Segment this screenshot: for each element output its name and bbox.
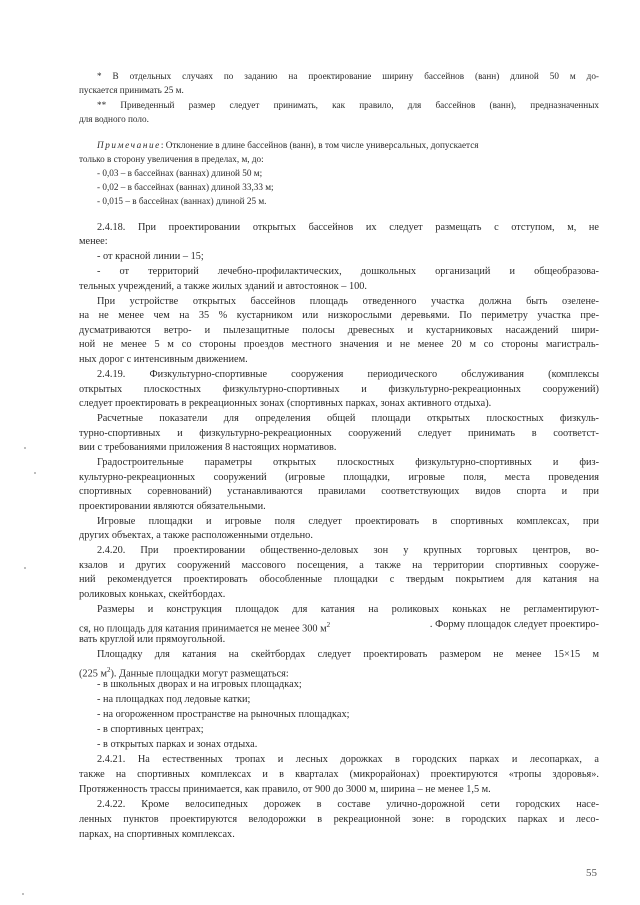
list-item: - в открытых парках и зонах отдыха. — [97, 739, 258, 750]
scan-speck — [34, 472, 36, 474]
text-line: кзалов и других сооружений массового посещения, а также на территории спортивных сооруже- — [79, 560, 599, 571]
footnote-1-cont: пускается принимать 25 м. — [79, 85, 184, 95]
remark-text: : Отклонение в длине бассейнов (ванн), в том числе универсальных, допускается — [160, 140, 479, 150]
remark-heading: Примечание — [97, 140, 161, 150]
list-item: - от территорий лечебно-профилактических, дошкольных организаций и общеобразова- — [97, 266, 599, 277]
superscript: 2 — [106, 666, 111, 674]
remark-item-1: - 0,03 – в бассейнах (ваннах) длиной 50 м; — [97, 168, 263, 178]
list-item: - на площадках под ледовые катки; — [97, 694, 251, 705]
text-line: других объектах, а также расположенными отдельно. — [79, 530, 313, 541]
list-item: - в школьных дворах и на игровых площадках; — [97, 679, 302, 690]
list-item: - от красной линии – 15; — [97, 251, 204, 262]
text-line: ленных пунктов проектируются велодорожки в рекреационной зоне: в городских парках и лесо- — [79, 814, 599, 825]
text-line: ной не менее 5 м со стороны проездов местного значения и не менее 20 м со стороны магистраль- — [79, 339, 599, 350]
superscript: 2 — [326, 621, 331, 629]
remark-cont: только в сторону увеличения в пределах, м, до: — [79, 154, 264, 164]
para-2-4-20: 2.4.20. При проектировании общественно-деловых зон у крупных торговых центров, во- — [97, 545, 599, 556]
scan-speck — [22, 893, 24, 895]
text-fragment: . Форму площадок следует проектиро- — [429, 619, 599, 630]
text-line: При устройстве открытых бассейнов площадь отведенного участка должна быть озелене- — [97, 296, 599, 307]
text-line — [79, 619, 599, 635]
list-item: - на огороженном пространстве на рыночных площадках; — [97, 709, 350, 720]
text-fragment: (225 м — [79, 668, 107, 680]
footnote-2-cont: для водного поло. — [79, 114, 149, 124]
text-line: ных дорог с интенсивным движением. — [79, 354, 248, 365]
text-line: дусматриваются ветро- и пылезащитные полосы древесных и кустарниковых насаждений шири- — [79, 325, 599, 336]
text-line: спортивных соревнований) устанавливаются правилами соответствующих видов спорта и при — [79, 486, 599, 497]
text-line: менее: — [79, 236, 108, 247]
text-line: Площадку для катания на скейтбордах следует проектировать размером не менее 15×15 м — [97, 649, 599, 660]
para-2-4-21: 2.4.21. На естественных тропах и лесных дорожках в городских парках и лесопарках, а — [97, 754, 599, 765]
text-line: тельных учреждений, а также жилых зданий и автостоянок – 100. — [79, 281, 368, 292]
text-line: Расчетные показатели для определения общей площади открытых плоскостных физкуль- — [97, 413, 599, 424]
text-line: вать круглой или прямоугольной. — [79, 634, 226, 645]
text-line: роликовых коньках, скейтбордах. — [79, 589, 226, 600]
para-2-4-22: 2.4.22. Кроме велосипедных дорожек в составе улично-дорожной сети городских насе- — [97, 799, 599, 810]
text-fragment: ). Данные площадки могут размещаться: — [110, 668, 289, 680]
text-fragment — [79, 619, 330, 635]
text-line: турно-спортивных и физкультурно-рекреационных сооружений следует принимать в соответст- — [79, 428, 599, 439]
text-line: открытых плоскостных физкультурно-спортивных и физкультурно-рекреационных сооружений) — [79, 384, 599, 395]
text-line: вии с требованиями приложения 8 настоящих нормативов. — [79, 442, 337, 453]
para-2-4-18: 2.4.18. При проектировании открытых бассейнов их следует размещать с отступом, м, не — [97, 222, 599, 233]
text-line: парках, на спортивных комплексах. — [79, 829, 235, 840]
text-line: проектировании являются обязательными. — [79, 501, 266, 512]
para-2-4-19: 2.4.19. Физкультурно-спортивные сооружения периодического обслуживания (комплексы — [97, 369, 599, 380]
text-line — [79, 664, 289, 680]
text-line: Градостроительные параметры открытых плоскостных физкультурно-спортивных и физ- — [97, 457, 599, 468]
text-line: также на спортивных комплексах и в кварталах (микрорайонах) проектируются «тропы здоровья». — [79, 769, 599, 780]
remark-item-2: - 0,02 – в бассейнах (ваннах) длиной 33,33 м; — [97, 182, 274, 192]
text-line: Протяженность трассы принимается, как правило, от 900 до 3000 м, ширина – не менее 1,5 м. — [79, 784, 491, 795]
text-line: Игровые площадки и игровые поля следует проектировать в спортивных комплексах, при — [97, 516, 599, 527]
text-line: ний рекомендуется проектировать обособленные площадки с твердым покрытием для катания на — [79, 574, 599, 585]
footnote-2: ** Приведенный размер следует принимать, как правило, для бассейнов (ванн), предназначенных — [97, 100, 599, 110]
remark-item-3: - 0,015 – в бассейнах (ваннах) длиной 25 м. — [97, 196, 267, 206]
text-line: культурно-рекреационных сооружений (игровые площадки, игровые поля, места проведения — [79, 472, 599, 483]
remark — [97, 139, 599, 151]
text-line: Размеры и конструкция площадок для катания на роликовых коньках не регламентируют- — [97, 604, 599, 615]
list-item: - в спортивных центрах; — [97, 724, 204, 735]
scan-speck — [24, 447, 26, 449]
footnote-1: * В отдельных случаях по заданию на проектирование ширину бассейнов (ванн) длиной 50 м до- — [97, 71, 599, 81]
scan-speck — [24, 567, 26, 569]
text-fragment: ся, но площадь для катания принимается не менее 300 м — [79, 623, 327, 635]
page-number: 55 — [586, 867, 597, 879]
text-line: следует проектировать в рекреационных зонах (спортивных парках, зонах активного отдыха). — [79, 398, 492, 409]
text-line: на не менее чем на 35 % кустарником или низкорослыми деревьями. По периметру участка пре- — [79, 310, 599, 321]
